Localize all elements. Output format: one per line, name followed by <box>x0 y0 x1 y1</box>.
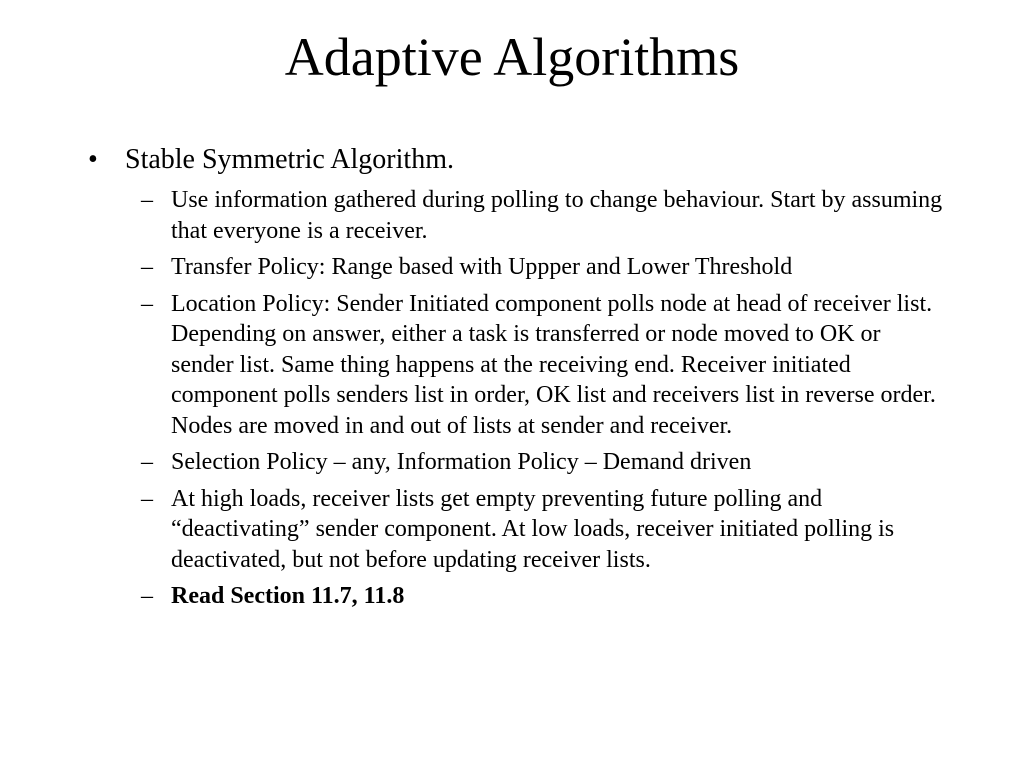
bullet-marker: • <box>88 144 98 175</box>
sub-bullet-marker: – <box>141 254 153 280</box>
sub-bullet-marker: – <box>141 485 153 512</box>
sub-bullet-item <box>125 252 948 283</box>
bullet-item <box>88 143 948 612</box>
slide-title: Adaptive Algorithms <box>284 27 740 87</box>
sub-bullet-text: Selection Policy – any, Information Policy – Demand driven <box>171 449 752 475</box>
sub-bullet-marker: – <box>141 583 153 609</box>
sub-bullet-item <box>125 447 948 478</box>
sub-bullet-text: Transfer Policy: Range based with Uppper and Lower Threshold <box>171 254 793 280</box>
sub-bullet-text: Use information gathered during polling to change behaviour. Start by assuming that everyone is a receiver. <box>171 187 943 244</box>
sub-bullet-text: At high loads, receiver lists get empty preventing future polling and “deactivating” sender component. At low loads, receiver initiated polling is deactivated, but not before updating receiver lists. <box>171 485 895 573</box>
sub-bullet-item <box>125 484 948 576</box>
sub-bullet-text: Location Policy: Sender Initiated component polls node at head of receiver list. Depending on answer, either a task is transferred or node moved to OK or sender list. Same thing happens at the receiving end. Receiver initiated component polls senders list in order, OK list and receivers list in reverse order. Nodes are moved in and out of lists at sender and receiver. <box>171 290 936 439</box>
bullet-list <box>88 143 948 618</box>
sub-bullet-item <box>125 289 948 442</box>
sub-bullet-item <box>125 185 948 246</box>
sub-bullet-list <box>125 185 948 612</box>
sub-bullet-item <box>125 581 948 612</box>
bullet-text: Stable Symmetric Algorithm. <box>125 144 454 175</box>
reading-assignment-text: Read Section 11.7, 11.8 <box>171 583 405 609</box>
sub-bullet-marker: – <box>141 290 153 317</box>
sub-bullet-marker: – <box>141 187 153 213</box>
sub-bullet-marker: – <box>141 449 153 475</box>
